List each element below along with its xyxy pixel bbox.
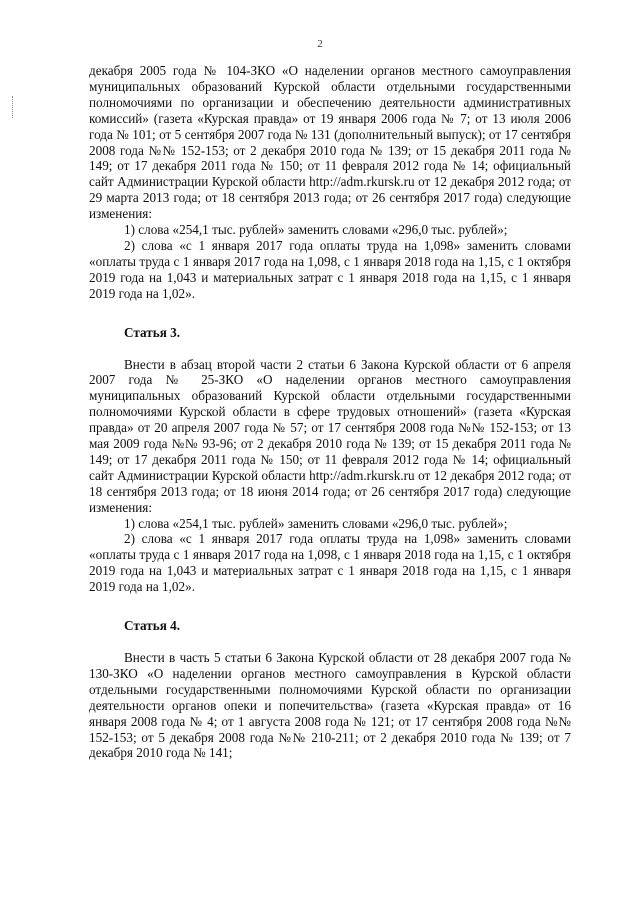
article-3-item-1: 1) слова «254,1 тыс. рублей» заменить словами «296,0 тыс. рублей»;	[124, 515, 508, 531]
continuation-paragraph: декабря 2005 года № 104-ЗКО «О наделении органов местного самоуправления муниципальных образований Курской области отдельными государственными полномочиями по организации и обеспечению деятельности административных комиссий» (газета «Курская правда» от 19 января 2006 года № 7; от 13 июля 2006 года № 101; от 5 сентября 2007 года № 131 (дополнительный выпуск); от 17 сентября 2008 года №№ 152-153; от 2 декабря 2010 года № 139; от 15 декабря 2011 года № 149; от 17 декабря 2011 года № 150; от 11 февраля 2012 года № 14; официальный сайт Администрации Курской области http://adm.rkursk.ru от 12 декабря 2012 года; от 29 марта 2013 года; от 18 сентября 2013 года; от 26 сентября 2017 года) следующие изменения:	[89, 63, 571, 222]
continuation-item-2: 2) слова «с 1 января 2017 года оплаты труда на 1,098» заменить словами «оплаты труда с 1 января 2017 года на 1,098, с 1 января 2018 года на 1,15, с 1 октября 2019 года на 1,043 и материальных затрат с 1 января 2018 года на 1,15, с 1 января 2019 года на 1,02».	[89, 237, 571, 301]
article-3-text: Внести в абзац второй части 2 статьи 6 Закона Курской области от 6 апреля 2007 года № 25-ЗКО «О наделении органов местного самоуправления муниципальных образований Курской области отдельными государственными полномочиями Курской области в сфере трудовых отношений» (газета «Курская правда» от 20 апреля 2007 года № 57; от 17 сентября 2008 года №№ 152-153; от 13 мая 2009 года №№ 93-96; от 2 декабря 2010 года № 139; от 15 декабря 2011 года № 149; от 17 декабря 2011 года № 150; от 11 февраля 2012 года № 14; официальный сайт Администрации Курской области http://adm.rkursk.ru от 12 декабря 2012 года; от 18 сентября 2013 года; от 18 июня 2014 года; от 26 сентября 2017 года) следующие изменения:	[89, 356, 571, 515]
article-3-item-2: 2) слова «с 1 января 2017 года оплаты труда на 1,098» заменить словами «оплаты труда с 1 января 2017 года на 1,098, с 1 января 2018 года на 1,15, с 1 октября 2019 года на 1,043 и материальных затрат с 1 января 2018 года на 1,15, с 1 января 2019 года на 1,02».	[89, 531, 571, 595]
page-number: 2	[317, 38, 323, 50]
article-4-text: Внести в часть 5 статьи 6 Закона Курской области от 28 декабря 2007 года № 130-ЗКО «О наделении органов местного самоуправления в Курской области отдельными государственными полномочиями Курской области по организации деятельности органов опеки и попечительства» (газета «Курская правда» от 16 января 2008 года № 4; от 1 августа 2008 года № 121; от 17 сентября 2008 года №№ 152-153; от 5 декабря 2008 года №№ 210-211; от 2 декабря 2010 года № 139; от 7 декабря 2010 года № 141;	[89, 650, 571, 761]
document-body	[89, 63, 571, 761]
article-4-heading: Статья 4.	[124, 618, 181, 634]
article-3-heading: Статья 3.	[124, 324, 181, 340]
scan-margin-mark	[12, 96, 15, 118]
continuation-item-1: 1) слова «254,1 тыс. рублей» заменить словами «296,0 тыс. рублей»;	[124, 222, 508, 238]
